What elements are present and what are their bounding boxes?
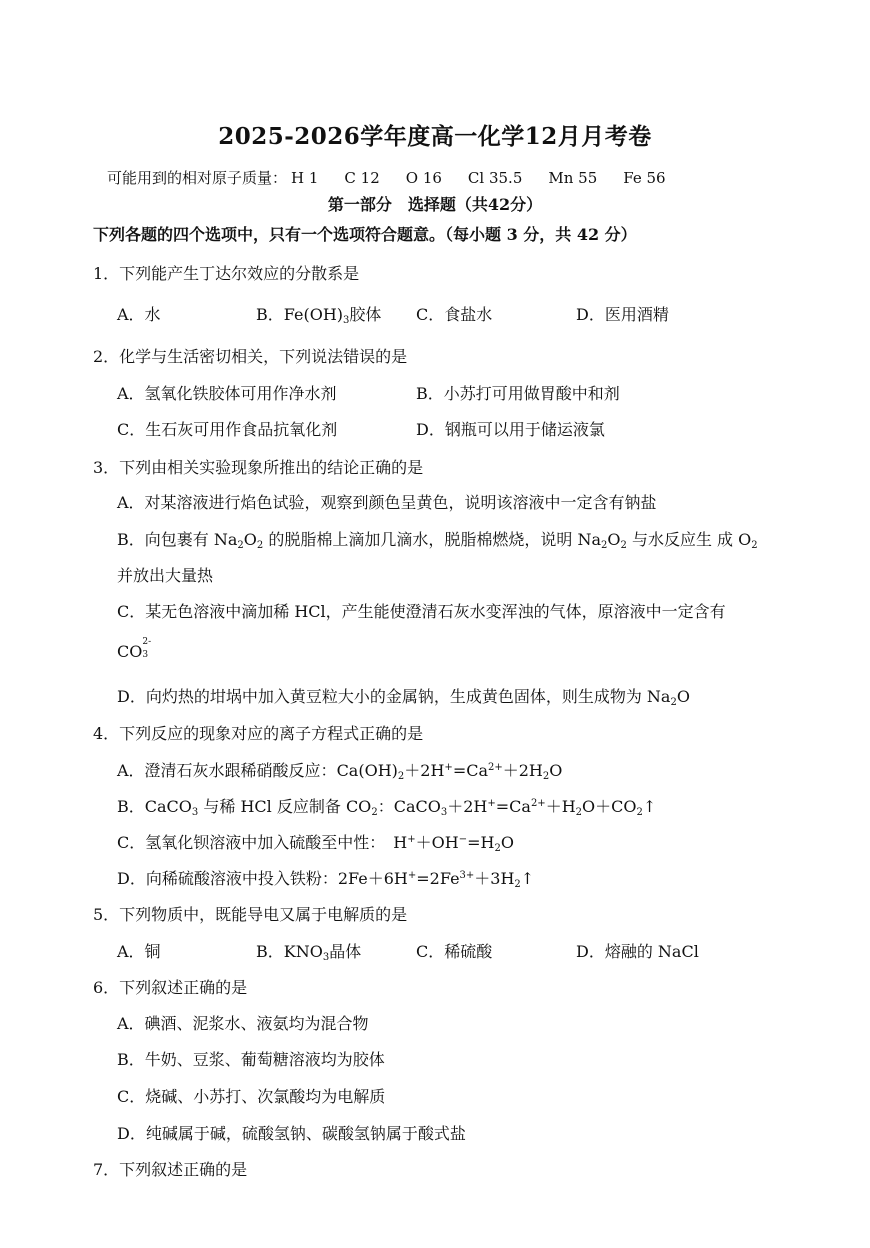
atomic-mass-c: C 12 xyxy=(344,169,380,187)
q3-option-b-line2: 并放出大量热 xyxy=(117,566,214,585)
q4-d-text: D．向稀硫酸溶液中投入铁粉： xyxy=(117,869,338,888)
q5-stem: 5．下列物质中，既能导电又属于电解质的是 xyxy=(93,905,408,924)
q5-b-pre: B．KNO xyxy=(256,942,323,961)
q3-option-c: C．某无色溶液中滴加稀 HCl，产生能使澄清石灰水变浑浊的气体，原溶液中一定含有 xyxy=(117,602,726,621)
q1-option-b-sub: 3 xyxy=(343,315,350,326)
q3-d-post: O xyxy=(676,687,690,706)
q4-option-a: A．澄清石灰水跟稀硝酸反应：$Ca(OH)_2+2H^+=Ca^{2+}+2H_2O$ xyxy=(117,761,563,782)
q1-option-b-pre: B．Fe(OH) xyxy=(256,305,344,324)
q2-option-b: B．小苏打可用做胃酸中和剂 xyxy=(416,384,620,403)
atomic-mass-label: 可能用到的相对原子质量： xyxy=(107,169,288,187)
q1-option-c: C．食盐水 xyxy=(416,305,493,324)
q3-option-b: B．向包裹有 $Na_2O_2$ 的脱脂棉上滴加几滴水，脱脂棉燃烧，说明 $Na_2O_2$ 与水反应生 成 $O_2$ xyxy=(117,530,758,551)
q5-option-d: D．熔融的 NaCl xyxy=(576,942,699,961)
atomic-mass-fe: Fe 56 xyxy=(623,169,666,187)
atomic-mass-cl: Cl 35.5 xyxy=(467,169,523,187)
q2-option-a: A．氢氧化铁胶体可用作净水剂 xyxy=(117,384,337,403)
section-heading: 第一部分 选择题（共42分） xyxy=(327,195,543,214)
q3-c-carbonate-sub: 3 xyxy=(142,650,149,660)
q6-option-d: D．纯碱属于碱，硫酸氢钠、碳酸氢钠属于酸式盐 xyxy=(117,1124,466,1143)
q4-b-text1: B．CaCO xyxy=(117,797,192,816)
atomic-mass-mn: Mn 55 xyxy=(548,169,598,187)
q6-option-a: A．碘酒、泥浆水、液氨均为混合物 xyxy=(117,1014,369,1033)
q4-stem: 4．下列反应的现象对应的离子方程式正确的是 xyxy=(93,724,424,743)
q7-stem: 7．下列叙述正确的是 xyxy=(93,1160,248,1179)
q3-b-part2: O xyxy=(243,530,257,549)
q3-b-part5: 与水反应生 成 O xyxy=(626,530,752,549)
q2-option-d: D．钢瓶可以用于储运液氯 xyxy=(416,420,605,439)
instruction: 下列各题的四个选项中，只有一个选项符合题意。（每小题 3 分，共 42 分） xyxy=(93,225,637,244)
q4-option-b: B．CaCO$_3$ 与稀 HCl 反应制备 $CO_2$：$CaCO_3+2H^+=Ca^{2+}+H_2O+CO_2↑$ xyxy=(117,797,657,818)
q1-option-b xyxy=(256,302,381,325)
atomic-mass-line xyxy=(107,167,692,188)
atomic-mass-h: H 1 xyxy=(291,169,319,187)
q6-option-c: C．烧碱、小苏打、次氯酸均为电解质 xyxy=(117,1087,386,1106)
q3-option-c-line2 xyxy=(117,637,152,661)
q6-option-b: B．牛奶、豆浆、葡萄糖溶液均为胶体 xyxy=(117,1050,385,1069)
q4-b-text3: ： xyxy=(377,797,394,816)
q3-b-part3: 的脱脂棉上滴加几滴水，脱脂棉燃烧，说明 Na xyxy=(263,530,601,549)
q3-d-pre: D．向灼热的坩埚中加入黄豆粒大小的金属钠，生成黄色固体，则生成物为 Na xyxy=(117,687,671,706)
q3-option-d: D．向灼热的坩埚中加入黄豆粒大小的金属钠，生成黄色固体，则生成物为 $Na_2O$ xyxy=(117,687,690,708)
q4-c-text: C．氢氧化钡溶液中加入硫酸至中性： xyxy=(117,833,378,852)
q6-stem: 6．下列叙述正确的是 xyxy=(93,978,248,997)
q3-b-part1: B．向包裹有 Na xyxy=(117,530,238,549)
q2-stem: 2．化学与生活密切相关，下列说法错误的是 xyxy=(93,347,408,366)
q3-c-carbonate: CO xyxy=(117,642,143,661)
q4-a-text: A．澄清石灰水跟稀硝酸反应： xyxy=(117,761,337,780)
q1-option-a: A．水 xyxy=(117,305,161,324)
exam-title: 2025-2026学年度高一化学12月月考卷 xyxy=(218,123,652,150)
q1-option-d: D．医用酒精 xyxy=(576,305,669,324)
atomic-mass-o: O 16 xyxy=(405,169,442,187)
q4-b-text2: 与稀 HCl 反应制备 CO xyxy=(198,797,372,816)
q5-b-post: 晶体 xyxy=(329,942,362,961)
q5-option-b: B．$KNO_3$晶体 xyxy=(256,942,362,963)
q1-option-b-post: 胶体 xyxy=(349,305,382,324)
q5-option-a: A．铜 xyxy=(117,942,161,961)
q4-option-c: C．氢氧化钡溶液中加入硫酸至中性： $H^++OH^-=H_2O$ xyxy=(117,833,514,854)
q1-stem: 1．下列能产生丁达尔效应的分散系是 xyxy=(93,264,360,283)
q3-b-part4: O xyxy=(607,530,621,549)
q4-option-d: D．向稀硫酸溶液中投入铁粉：$2Fe+6H^+=2Fe^{3+}+3H_2↑$ xyxy=(117,869,535,890)
q3-option-a: A．对某溶液进行焰色试验，观察到颜色呈黄色，说明该溶液中一定含有钠盐 xyxy=(117,493,657,512)
q3-c-carbonate-charge: 2- xyxy=(142,637,152,647)
q3-stem: 3．下列由相关实验现象所推出的结论正确的是 xyxy=(93,458,424,477)
q2-option-c: C．生石灰可用作食品抗氧化剂 xyxy=(117,420,338,439)
q5-option-c: C．稀硫酸 xyxy=(416,942,493,961)
